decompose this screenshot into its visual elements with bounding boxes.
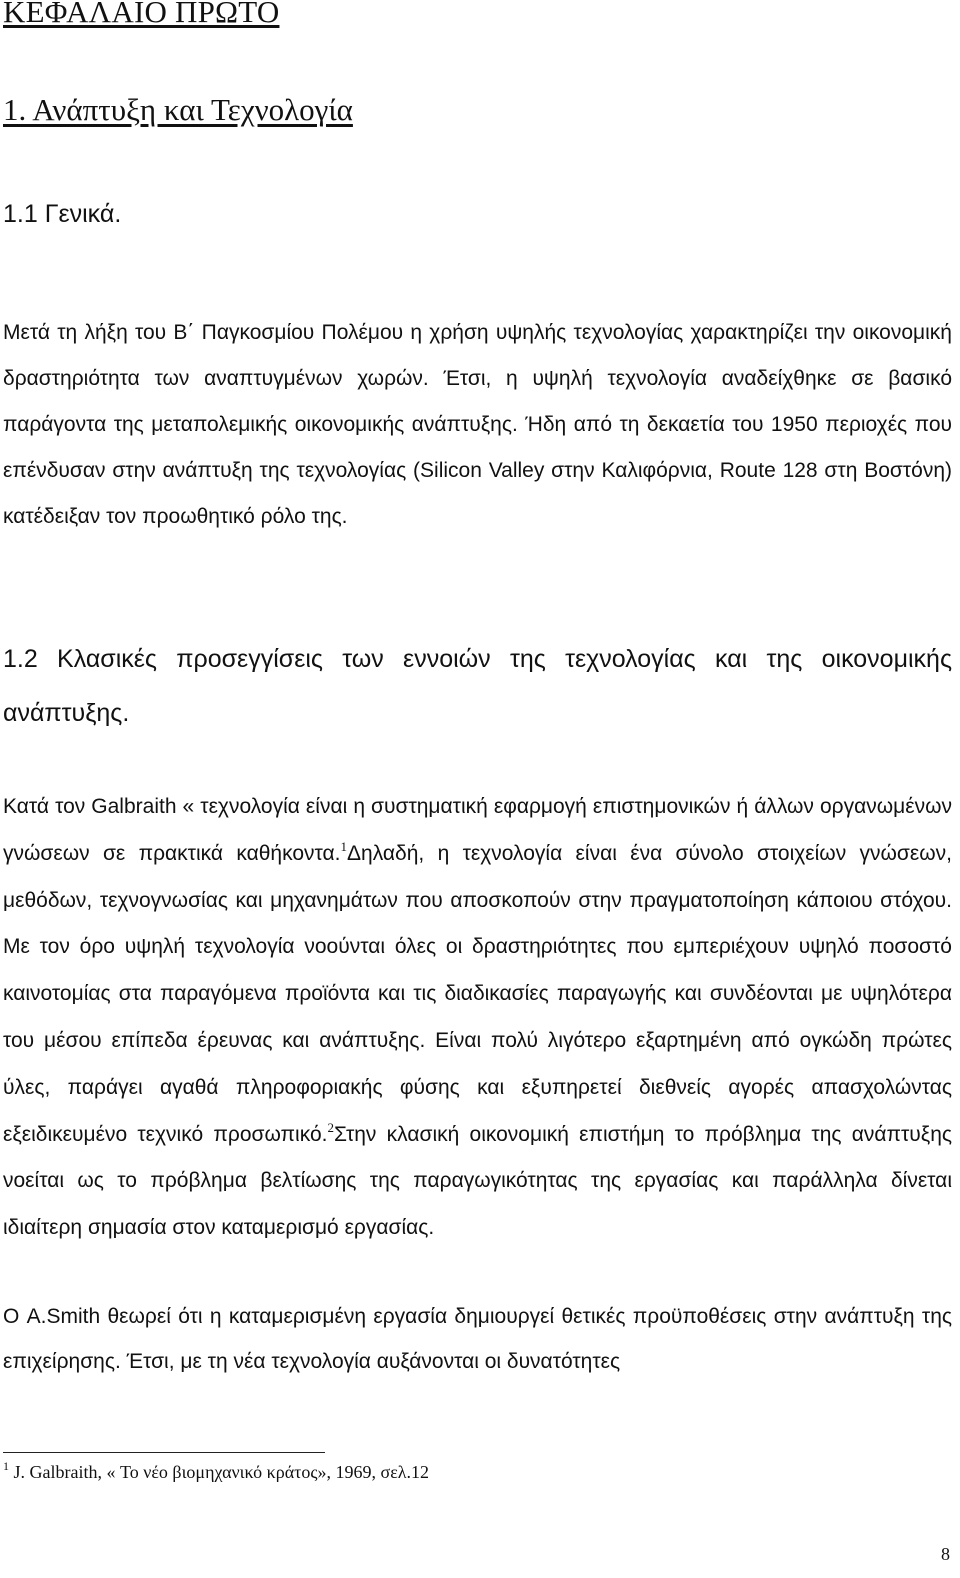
footnote-text: J. Galbraith, « Το νέο βιομηχανικό κράτος», 1969, σελ.12 <box>13 1462 430 1482</box>
footnote-reference-1: 1 <box>340 838 347 854</box>
paragraph-text-part2: Δηλαδή, η τεχνολογία είναι ένα σύνολο στοιχείων γνώσεων, μεθόδων, τεχνογνωσίας και μηχανημάτων που αποσκοπούν στην πραγματοποίηση κάποιου στόχου. Με τον όρο υψηλή τεχνολογία νοούνται όλες οι δραστηριότητες που εμπεριέχουν υψηλό ποσοστό καινοτομίας στα παραγόμενα προϊόντα και τις διαδικασίες παραγωγής και συνδέονται με υψηλότερα του μέσου επίπεδα έρευνας και ανάπτυξης. Είναι πολύ λιγότερο εξαρτημένη από ογκώδη πρώτες ύλες, παράγει αγαθά πληροφοριακής φύσης και εξυπηρετεί διεθνείς αγορές απασχολώντας εξειδικευμένο τεχνικό προσωπικό. <box>3 841 952 1146</box>
chapter-title: ΚΕΦΑΛΑΙΟ ΠΡΩΤΟ <box>3 0 280 29</box>
section-heading-1: 1. Ανάπτυξη και Τεχνολογία <box>3 92 353 127</box>
paragraph-general: Μετά τη λήξη του Β΄ Παγκοσμίου Πολέμου η χρήση υψηλής τεχνολογίας χαρακτηρίζει την οικονομική δραστηριότητα των αναπτυγμένων χωρών. Έτσι, η υψηλή τεχνολογία αναδείχθηκε σε βασικό παράγοντα της μεταπολεμικής οικονομικής ανάπτυξης. Ήδη από τη δεκαετία του 1950 περιοχές που επένδυσαν στην ανάπτυξη της τεχνολογίας (Silicon Valley στην Καλιφόρνια, Route 128 στη Βοστόνη) κατέδειξαν τον προωθητικό ρόλο της. <box>3 321 952 528</box>
paragraph-technology-definition <box>3 784 952 1252</box>
paragraph-smith: Ο A.Smith θεωρεί ότι η καταμερισμένη εργασία δημιουργεί θετικές προϋποθέσεις στην ανάπτυξη της επιχείρησης. Έτσι, με τη νέα τεχνολογία αυξάνονται οι δυνατότητες <box>3 1305 952 1373</box>
footnote-divider <box>3 1452 325 1453</box>
paragraph-text-part3: Στην κλασική οικονομική επιστήμη το πρόβλημα της ανάπτυξης νοείται ως το πρόβλημα βελτίωσης της παραγωγικότητας της εργασίας και παράλληλα δίνεται ιδιαίτερη σημασία στον καταμερισμό εργασίας. <box>3 1122 952 1240</box>
section-heading-1-2: 1.2 Κλασικές προσεγγίσεις των εννοιών της τεχνολογίας και της οικονομικής ανάπτυξης. <box>3 645 952 727</box>
footnote-reference-2: 2 <box>327 1119 334 1135</box>
paragraph-text-part1: Κατά τον Galbraith « τεχνολογία είναι η συστηματική εφαρμογή επιστημονικών ή άλλων οργανωμένων γνώσεων σε πρακτικά καθήκοντα. <box>3 795 952 865</box>
footnote-marker: 1 <box>3 1459 9 1473</box>
page-number: 8 <box>941 1544 950 1564</box>
footnote <box>3 1459 430 1483</box>
section-heading-1-1: 1.1 Γενικά. <box>3 200 122 228</box>
